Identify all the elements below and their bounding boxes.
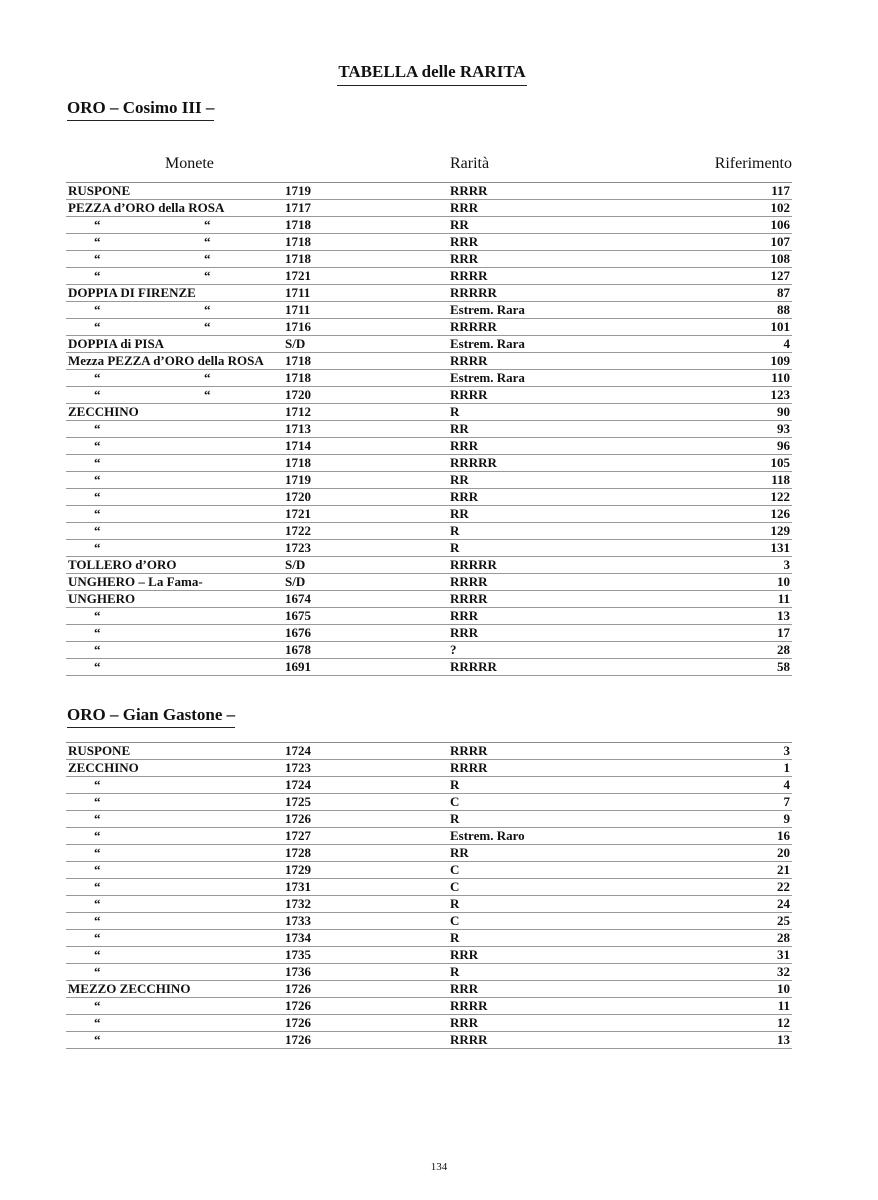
coin-year: 1719 — [285, 472, 311, 487]
coin-year: 1676 — [285, 625, 311, 640]
table-row — [66, 845, 792, 862]
coin-name: UNGHERO – La Fama- — [68, 574, 203, 589]
coin-rarity: RRRR — [450, 591, 488, 606]
coin-year: 1713 — [285, 421, 311, 436]
coin-year: S/D — [285, 557, 306, 572]
coin-year: 1718 — [285, 234, 311, 249]
coin-rarity: RRR — [450, 489, 479, 504]
coin-year: 1712 — [285, 404, 311, 419]
table-row — [66, 777, 792, 794]
coin-name: RUSPONE — [68, 183, 131, 198]
coin-rarity: RRR — [450, 234, 479, 249]
coin-reference: 7 — [783, 794, 790, 809]
coin-reference: 3 — [783, 743, 790, 758]
coin-rarity: RRR — [450, 200, 479, 215]
table-row — [66, 251, 792, 268]
ditto-mark: “ — [204, 387, 211, 402]
table-row — [66, 455, 792, 472]
coin-name: “ — [68, 472, 101, 487]
coin-reference: 13 — [777, 1032, 790, 1047]
coin-reference: 126 — [770, 506, 790, 521]
coin-rarity: RRR — [450, 625, 479, 640]
coin-reference: 20 — [777, 845, 790, 860]
coin-rarity: C — [450, 794, 460, 809]
coin-rarity: R — [450, 523, 460, 538]
coin-year: 1714 — [285, 438, 311, 453]
coin-name: “ — [68, 998, 101, 1013]
coin-year: 1721 — [285, 506, 311, 521]
coin-name: “ — [68, 251, 101, 266]
coin-year: 1734 — [285, 930, 311, 945]
table-row — [66, 370, 792, 387]
coin-year: 1719 — [285, 183, 311, 198]
table-row — [66, 183, 792, 200]
table-row — [66, 421, 792, 438]
coin-reference: 3 — [783, 557, 790, 572]
coin-year: 1723 — [285, 540, 311, 555]
table-row — [66, 625, 792, 642]
coin-reference: 9 — [783, 811, 790, 826]
coin-rarity: R — [450, 540, 460, 555]
coin-rarity: RRRR — [450, 353, 488, 368]
coin-rarity: RRRR — [450, 743, 488, 758]
coin-year: 1722 — [285, 523, 311, 538]
coin-year: 1732 — [285, 896, 311, 911]
coin-year: 1726 — [285, 1015, 311, 1030]
coin-reference: 17 — [777, 625, 790, 640]
coin-name: “ — [68, 794, 101, 809]
coin-year: 1727 — [285, 828, 311, 843]
table-row — [66, 387, 792, 404]
coin-name: “ — [68, 540, 101, 555]
coin-year: 1675 — [285, 608, 311, 623]
rarity-table — [66, 742, 792, 1049]
coin-reference: 101 — [770, 319, 790, 334]
coin-rarity: RRR — [450, 947, 479, 962]
coin-reference: 129 — [770, 523, 790, 538]
coin-rarity: ? — [450, 642, 457, 657]
column-headers — [66, 155, 792, 177]
coin-year: 1717 — [285, 200, 311, 215]
coin-rarity: RRRR — [450, 760, 488, 775]
coin-rarity: RRRRR — [450, 285, 497, 300]
coin-name: “ — [68, 421, 101, 436]
coin-name: “ — [68, 930, 101, 945]
coin-reference: 118 — [771, 472, 790, 487]
coin-rarity: RRR — [450, 1015, 479, 1030]
coin-rarity: Estrem. Raro — [450, 828, 525, 843]
coin-name: PEZZA d’ORO della ROSA — [68, 200, 225, 215]
coin-name: “ — [68, 489, 101, 504]
table-row — [66, 642, 792, 659]
table-row — [66, 743, 792, 760]
coin-reference: 25 — [777, 913, 790, 928]
coin-name: “ — [68, 217, 101, 232]
coin-name: TOLLERO d’ORO — [68, 557, 177, 572]
coin-year: 1724 — [285, 777, 311, 792]
coin-year: 1736 — [285, 964, 311, 979]
coin-name: “ — [68, 642, 101, 657]
coin-reference: 21 — [777, 862, 790, 877]
coin-name: RUSPONE — [68, 743, 131, 758]
ditto-mark: “ — [204, 302, 211, 317]
coin-name: “ — [68, 455, 101, 470]
coin-name: “ — [68, 1032, 101, 1047]
coin-reference: 105 — [770, 455, 790, 470]
coin-year: 1720 — [285, 489, 311, 504]
coin-reference: 28 — [777, 642, 790, 657]
coin-rarity: R — [450, 777, 460, 792]
coin-reference: 93 — [777, 421, 790, 436]
coin-name: “ — [68, 659, 101, 674]
table-row — [66, 336, 792, 353]
coin-year: 1733 — [285, 913, 311, 928]
coin-name: “ — [68, 319, 101, 334]
coin-rarity: C — [450, 862, 460, 877]
coin-year: 1678 — [285, 642, 311, 657]
table-row — [66, 319, 792, 336]
coin-name: DOPPIA DI FIRENZE — [68, 285, 196, 300]
coin-reference: 131 — [770, 540, 790, 555]
coin-reference: 117 — [771, 183, 790, 198]
coin-reference: 107 — [770, 234, 790, 249]
coin-reference: 110 — [771, 370, 790, 385]
coin-rarity: RRR — [450, 251, 479, 266]
coin-year: S/D — [285, 336, 306, 351]
coin-rarity: R — [450, 811, 460, 826]
coin-name: “ — [68, 879, 101, 894]
coin-reference: 24 — [777, 896, 790, 911]
table-row — [66, 200, 792, 217]
table-row — [66, 879, 792, 896]
coin-rarity: RRR — [450, 981, 479, 996]
coin-reference: 10 — [777, 981, 790, 996]
coin-reference: 32 — [777, 964, 790, 979]
table-row — [66, 811, 792, 828]
coin-year: 1718 — [285, 353, 311, 368]
coin-year: 1723 — [285, 760, 311, 775]
table-row — [66, 404, 792, 421]
coin-name: DOPPIA di PISA — [68, 336, 165, 351]
ditto-mark: “ — [204, 234, 211, 249]
coin-year: 1729 — [285, 862, 311, 877]
coin-rarity: RRR — [450, 608, 479, 623]
coin-year: 1718 — [285, 251, 311, 266]
table-row — [66, 981, 792, 998]
coin-reference: 88 — [777, 302, 790, 317]
column-header-monete: Monete — [165, 155, 214, 172]
coin-rarity: RRRR — [450, 387, 488, 402]
section-heading: ORO – Cosimo III – — [67, 98, 214, 121]
coin-rarity: RRRRR — [450, 557, 497, 572]
coin-reference: 11 — [777, 591, 790, 606]
coin-reference: 106 — [770, 217, 790, 232]
coin-reference: 31 — [777, 947, 790, 962]
coin-year: 1718 — [285, 455, 311, 470]
table-row — [66, 1032, 792, 1049]
coin-name: Mezza PEZZA d’ORO della ROSA — [68, 353, 264, 368]
table-row — [66, 862, 792, 879]
coin-name: “ — [68, 1015, 101, 1030]
coin-rarity: RRRRR — [450, 319, 497, 334]
coin-reference: 109 — [770, 353, 790, 368]
coin-name: “ — [68, 438, 101, 453]
coin-reference: 4 — [783, 777, 790, 792]
page-title: TABELLA delle RARITA — [337, 62, 527, 86]
coin-rarity: RRRR — [450, 574, 488, 589]
coin-reference: 90 — [777, 404, 790, 419]
coin-year: 1691 — [285, 659, 311, 674]
coin-name: “ — [68, 608, 101, 623]
coin-rarity: R — [450, 896, 460, 911]
coin-name: “ — [68, 828, 101, 843]
ditto-mark: “ — [204, 319, 211, 334]
coin-rarity: RRRRR — [450, 455, 497, 470]
coin-rarity: RR — [450, 845, 469, 860]
coin-year: 1674 — [285, 591, 311, 606]
coin-year: 1735 — [285, 947, 311, 962]
table-row — [66, 760, 792, 777]
ditto-mark: “ — [204, 268, 211, 283]
coin-reference: 10 — [777, 574, 790, 589]
coin-name: “ — [68, 777, 101, 792]
section-heading: ORO – Gian Gastone – — [67, 705, 235, 728]
coin-name: “ — [68, 811, 101, 826]
table-row — [66, 489, 792, 506]
coin-rarity: C — [450, 879, 460, 894]
coin-year: 1724 — [285, 743, 311, 758]
table-row — [66, 998, 792, 1015]
coin-name: ZECCHINO — [68, 760, 139, 775]
coin-name: MEZZO ZECCHINO — [68, 981, 191, 996]
table-row — [66, 1015, 792, 1032]
coin-name: “ — [68, 234, 101, 249]
coin-year: S/D — [285, 574, 306, 589]
coin-rarity: RRRR — [450, 1032, 488, 1047]
coin-name: ZECCHINO — [68, 404, 139, 419]
coin-name: “ — [68, 862, 101, 877]
coin-name: “ — [68, 964, 101, 979]
coin-name: “ — [68, 845, 101, 860]
coin-reference: 108 — [770, 251, 790, 266]
table-row — [66, 506, 792, 523]
coin-year: 1720 — [285, 387, 311, 402]
coin-reference: 28 — [777, 930, 790, 945]
coin-reference: 102 — [770, 200, 790, 215]
coin-rarity: RRRR — [450, 268, 488, 283]
coin-rarity: RR — [450, 472, 469, 487]
coin-reference: 1 — [783, 760, 790, 775]
column-header-rarita: Rarità — [450, 155, 490, 172]
coin-reference: 96 — [777, 438, 790, 453]
coin-reference: 4 — [783, 336, 790, 351]
coin-rarity: R — [450, 964, 460, 979]
table-row — [66, 268, 792, 285]
table-row — [66, 574, 792, 591]
coin-year: 1726 — [285, 981, 311, 996]
table-row — [66, 659, 792, 676]
coin-name: “ — [68, 302, 101, 317]
coin-rarity: Estrem. Rara — [450, 302, 525, 317]
coin-reference: 58 — [777, 659, 790, 674]
coin-name: “ — [68, 268, 101, 283]
coin-year: 1711 — [285, 302, 311, 317]
coin-reference: 12 — [777, 1015, 790, 1030]
table-row — [66, 947, 792, 964]
coin-name: UNGHERO — [68, 591, 136, 606]
coin-reference: 13 — [777, 608, 790, 623]
rarity-table — [66, 182, 792, 676]
coin-year: 1726 — [285, 811, 311, 826]
coin-year: 1716 — [285, 319, 311, 334]
coin-year: 1728 — [285, 845, 311, 860]
coin-name: “ — [68, 896, 101, 911]
coin-rarity: R — [450, 930, 460, 945]
coin-name: “ — [68, 523, 101, 538]
coin-reference: 16 — [777, 828, 790, 843]
coin-rarity: RRRR — [450, 183, 488, 198]
coin-year: 1731 — [285, 879, 311, 894]
table-row — [66, 964, 792, 981]
coin-year: 1718 — [285, 370, 311, 385]
table-row — [66, 591, 792, 608]
coin-reference: 11 — [777, 998, 790, 1013]
table-row — [66, 794, 792, 811]
coin-name: “ — [68, 370, 101, 385]
coin-reference: 127 — [770, 268, 790, 283]
coin-rarity: RR — [450, 217, 469, 232]
coin-year: 1726 — [285, 998, 311, 1013]
table-row — [66, 523, 792, 540]
coin-year: 1725 — [285, 794, 311, 809]
table-row — [66, 234, 792, 251]
coin-name: “ — [68, 506, 101, 521]
coin-reference: 87 — [777, 285, 790, 300]
page-number: 134 — [430, 1161, 448, 1173]
coin-year: 1721 — [285, 268, 311, 283]
coin-name: “ — [68, 387, 101, 402]
coin-year: 1726 — [285, 1032, 311, 1047]
coin-reference: 122 — [770, 489, 790, 504]
coin-rarity: RR — [450, 421, 469, 436]
coin-rarity: C — [450, 913, 460, 928]
coin-year: 1718 — [285, 217, 311, 232]
coin-rarity: Estrem. Rara — [450, 370, 525, 385]
coin-rarity: RRRR — [450, 998, 488, 1013]
coin-rarity: RR — [450, 506, 469, 521]
table-row — [66, 608, 792, 625]
column-header-riferimento: Riferimento — [714, 155, 792, 172]
table-row — [66, 913, 792, 930]
coin-year: 1711 — [285, 285, 311, 300]
coin-rarity: RRR — [450, 438, 479, 453]
table-row — [66, 353, 792, 370]
table-row — [66, 438, 792, 455]
coin-reference: 22 — [777, 879, 790, 894]
coin-name: “ — [68, 947, 101, 962]
table-row — [66, 930, 792, 947]
table-row — [66, 540, 792, 557]
coin-rarity: Estrem. Rara — [450, 336, 525, 351]
coin-name: “ — [68, 625, 101, 640]
table-row — [66, 828, 792, 845]
table-row — [66, 285, 792, 302]
coin-reference: 123 — [770, 387, 790, 402]
table-row — [66, 302, 792, 319]
coin-rarity: R — [450, 404, 460, 419]
table-row — [66, 472, 792, 489]
table-row — [66, 217, 792, 234]
ditto-mark: “ — [204, 217, 211, 232]
ditto-mark: “ — [204, 370, 211, 385]
coin-rarity: RRRRR — [450, 659, 497, 674]
coin-name: “ — [68, 913, 101, 928]
ditto-mark: “ — [204, 251, 211, 266]
table-row — [66, 896, 792, 913]
table-row — [66, 557, 792, 574]
